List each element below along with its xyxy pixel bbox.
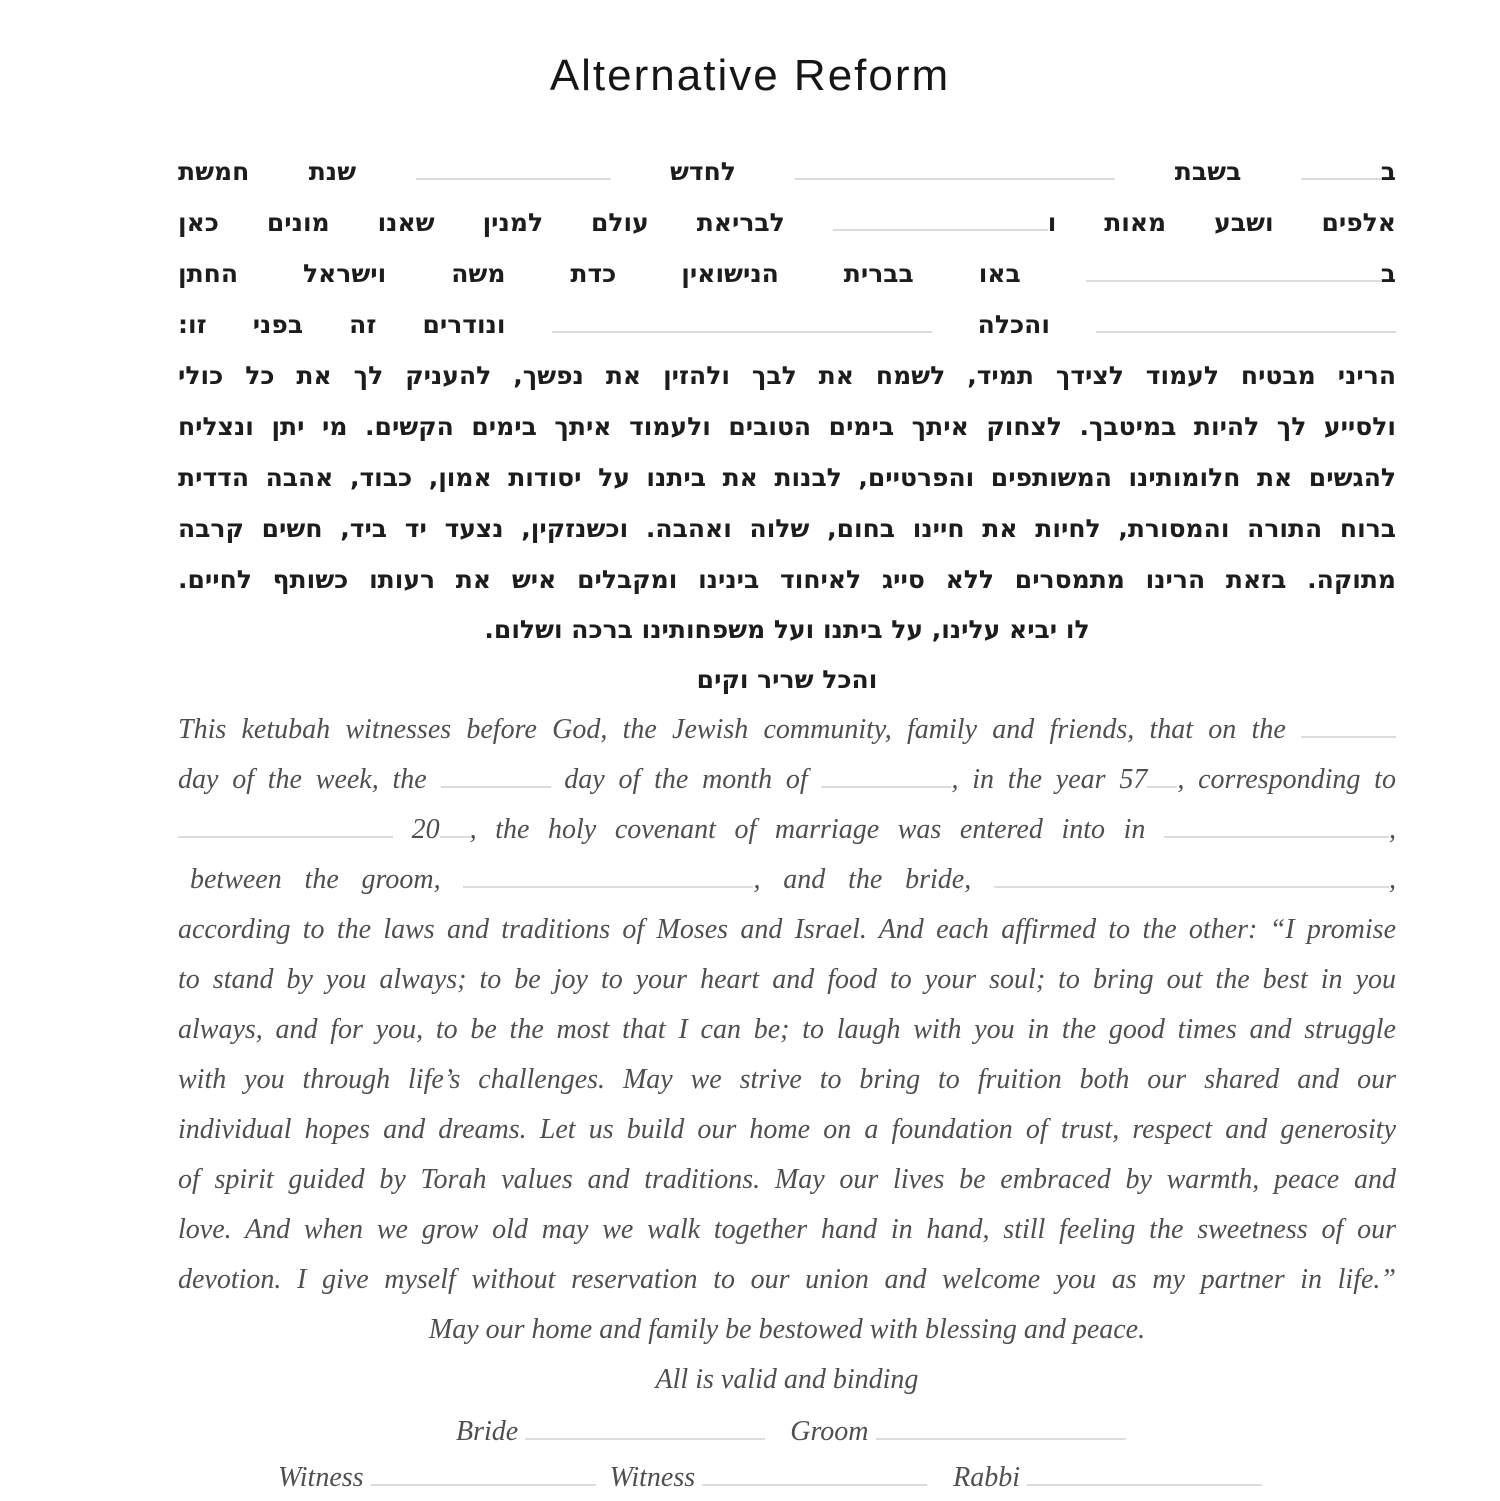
english-blessing-line: May our home and family be bestowed with blessing and peace. [428,1314,1146,1345]
page-title: Alternative Reform [549,51,951,100]
english-fill-line-couple: between the groom, , and the bride, , [190,864,1396,895]
blank-field [525,1435,765,1440]
spacer [596,1485,610,1486]
blank-field [440,833,470,838]
english-fill-line-intro: This ketubah witnesses before God, the Jewish community, family and friends, that on the [178,705,1396,755]
english-fill-line-date: day of the week, the day of the month of , in the year 57 , corresponding to [178,764,1396,795]
blank-field [1164,833,1389,838]
blank-field [463,883,753,888]
hebrew-paragraph-line-2: ולסייע לך להיות במיטבך. לצחוק איתך בימים הטובים ולעמוד איתך בימים הקשים. מי יתן ונצליח [178,412,1396,441]
hebrew-blessing-line: לו יביא עלינו, על ביתנו ועל משפחותינו ברכה ושלום. [484,615,1090,644]
blank-field [371,1481,596,1486]
english-paragraph-line-1: according to the laws and traditions of Moses and Israel. And each affirmed to the other: “I promise [178,914,1396,945]
english-validity-line: All is valid and binding [655,1364,919,1395]
blank-field [441,783,551,788]
hebrew-fill-line-year: אלפים ושבע מאות ו לבריאת עולם למנין שאנו מונים כאן [178,208,1396,237]
blank-field [1147,783,1177,788]
hebrew-validity-line: והכל שריר וקים [696,665,878,694]
blank-field [821,783,951,788]
spacer [927,1485,953,1486]
blank-field [1086,277,1381,282]
blank-field [702,1481,927,1486]
blank-field [1096,328,1396,333]
hebrew-fill-line-place-groom: ב באו בברית הנישואין כדת משה וישראל החתן [178,259,1396,288]
spacer [765,1439,790,1440]
english-fill-line-place: 20 , the holy covenant of marriage was entered into in , [178,805,1396,855]
blank-field [416,175,611,180]
english-paragraph-line-2: to stand by you always; to be joy to your heart and food to your soul; to bring out the best in you [178,964,1396,995]
english-paragraph-line-4: with you through life’s challenges. May we strive to bring to fruition both our shared and our [178,1064,1396,1095]
hebrew-paragraph-line-4: ברוח התורה והמסורת, לחיות את חיינו בחום, שלוה ואהבה. וכשנזקין, נצעד יד ביד, חשים קרבה [178,514,1396,543]
blank-field [1301,175,1381,180]
hebrew-fill-line-date: ב בשבת לחדש שנת חמשת [178,157,1396,186]
english-paragraph-line-3: always, and for you, to be the most that I can be; to laugh with you in the good times and struggle [178,1014,1396,1045]
english-section [178,705,1396,1405]
hebrew-paragraph-line-1: הריני מבטיח לעמוד לצידך תמיד, לשמח את לבך ולהזין את נפשך, להעניק לך את כל כולי [178,361,1396,390]
signature-section [178,1409,1396,1501]
signature-row-bride-groom: Bride Groom [456,1409,1396,1455]
blank-field [876,1435,1126,1440]
hebrew-section [178,146,1396,705]
hebrew-fill-line-bride-vows: והכלה ונודרים זה בפני זו: [178,299,1396,350]
english-paragraph-line-6: of spirit guided by Torah values and traditions. May our lives be embraced by warmth, peace and [178,1164,1396,1195]
english-paragraph-line-5: individual hopes and dreams. Let us build our home on a foundation of trust, respect and generosity [178,1114,1396,1145]
blank-field [178,833,393,838]
english-paragraph-line-7: love. And when we grow old may we walk together hand in hand, still feeling the sweetness of our [178,1214,1396,1245]
signature-row-witnesses-rabbi: Witness Witness Rabbi [278,1455,1396,1501]
blank-field [552,328,932,333]
blank-field [994,883,1389,888]
blank-field [1301,733,1396,738]
hebrew-paragraph-line-5: מתוקה. בזאת הרינו מתמסרים ללא סייג לאיחוד בינינו ומקבלים איש את רעותו כשותף לחיים. [178,565,1396,594]
blank-field [1027,1481,1262,1486]
hebrew-paragraph-line-3: להגשים את חלומותינו המשותפים והפרטיים, לבנות את ביתנו על יסודות אמון, כבוד, אהבה הדדית [178,463,1396,492]
blank-field [795,175,1115,180]
blank-field [833,226,1048,231]
english-paragraph-line-8: devotion. I give myself without reservation to our union and welcome you as my partner in life.” [178,1264,1396,1295]
